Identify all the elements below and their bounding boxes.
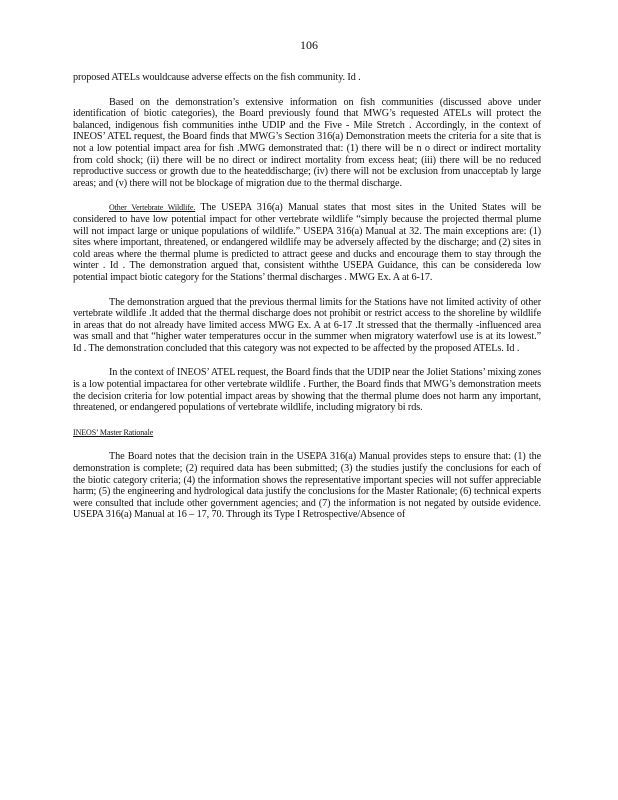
paragraph-5: The Board notes that the decision train in the USEPA 316(a) Manual provides steps to ensure that: (1) the demonstration is complete; (2) required data has been submitted; (3) the studies justify the conclusions for each of the biotic category criteria; (4) the information shows the representative important species will not suffer appreciable harm; (5) the engineering and hydrological data justify the conclusions for the Master Rationale; (6) technical experts were consulted that include other government agencies; and (7) the information is not negated by outside evidence. USEPA 316(a) Manual at 16 – 17, 70. Through its Type I Retrospective/Absence of — [73, 451, 541, 521]
section-heading: INEOS’ Master Rationale — [73, 427, 154, 437]
paragraph-2-body: The USEPA 316(a) Manual states that most sites in the United States will be considered to have low potential impact for other vertebrate wildlife “simply because the projected thermal plume will not impact large or unique populations of wildlife.” USEPA 316(a) Manual at 32. The main exceptions are: (1) sites where important, threatened, or endangered wildlife may be adversely affected by the discharge; and (2) sites in cold areas where the thermal plume is predicted to attract geese and ducks and encourage them to stay through the winter . Id . The demonstration argued that, consistent withthe USEPA Guidance, this can be considereda low potential impact biotic category for the Stations’ thermal discharges . MWG Ex. A at 6-17. — [73, 202, 542, 283]
page-number: 106 — [300, 38, 318, 52]
paragraph-2 — [73, 202, 541, 283]
paragraph-2-heading: Other Vertebrate Wildlife. — [109, 203, 196, 213]
paragraph-1: Based on the demonstration’s extensive information on fish communities (discussed above under identification of biotic categories), the Board previously found that MWG’s requested ATELs will protect the balanced, indigenous fish communities inthe UDIP and the Five - Mile Stretch . Accordingly, in the context of INEOS’ ATEL request, the Board finds that MWG’s Section 316(a) Demonstration meets the criteria for a site that is not a low potential impact area for fish .MWG demonstrated that: (1) there will be n o direct or indirect mortality from cold shock; (ii) there will be no direct or indirect mortality from excess heat; (iii) there will be no reduced reproductive success or growth due to the heateddischarge; (iv) there will not be exclusion from unacceptab ly large areas; and (v) there will not be blockage of migration due to the thermal discharge. — [73, 96, 541, 189]
paragraph-4: In the context of INEOS’ ATEL request, the Board finds that the UDIP near the Joliet Stations’ mixing zones is a low potential impactarea for other vertebrate wildlife . Further, the Board finds that MWG’s demonstration meets the decision criteria for low potential impact areas by showing that the thermal plume does not harm any important, threatened, or endangered populations of vertebrate wildlife, including migratory bi rds. — [73, 367, 541, 414]
paragraph-0: proposed ATELs wouldcause adverse effects on the fish community. Id . — [73, 72, 361, 83]
body-text — [73, 72, 541, 534]
paragraph-3: The demonstration argued that the previous thermal limits for the Stations have not limited activity of other vertebrate wildlife .It added that the thermal discharge does not prohibit or restrict access to the shoreline by wildlife in areas that do not already have limited access MWG Ex. A at 6-17 .It stressed that the thermally -influenced area was small and that “higher water temperatures occur in the summer when migratory waterfowl use is at its lowest.” Id . The demonstration concluded that this category was not expected to be affected by the proposed ATELs. Id . — [73, 296, 541, 354]
